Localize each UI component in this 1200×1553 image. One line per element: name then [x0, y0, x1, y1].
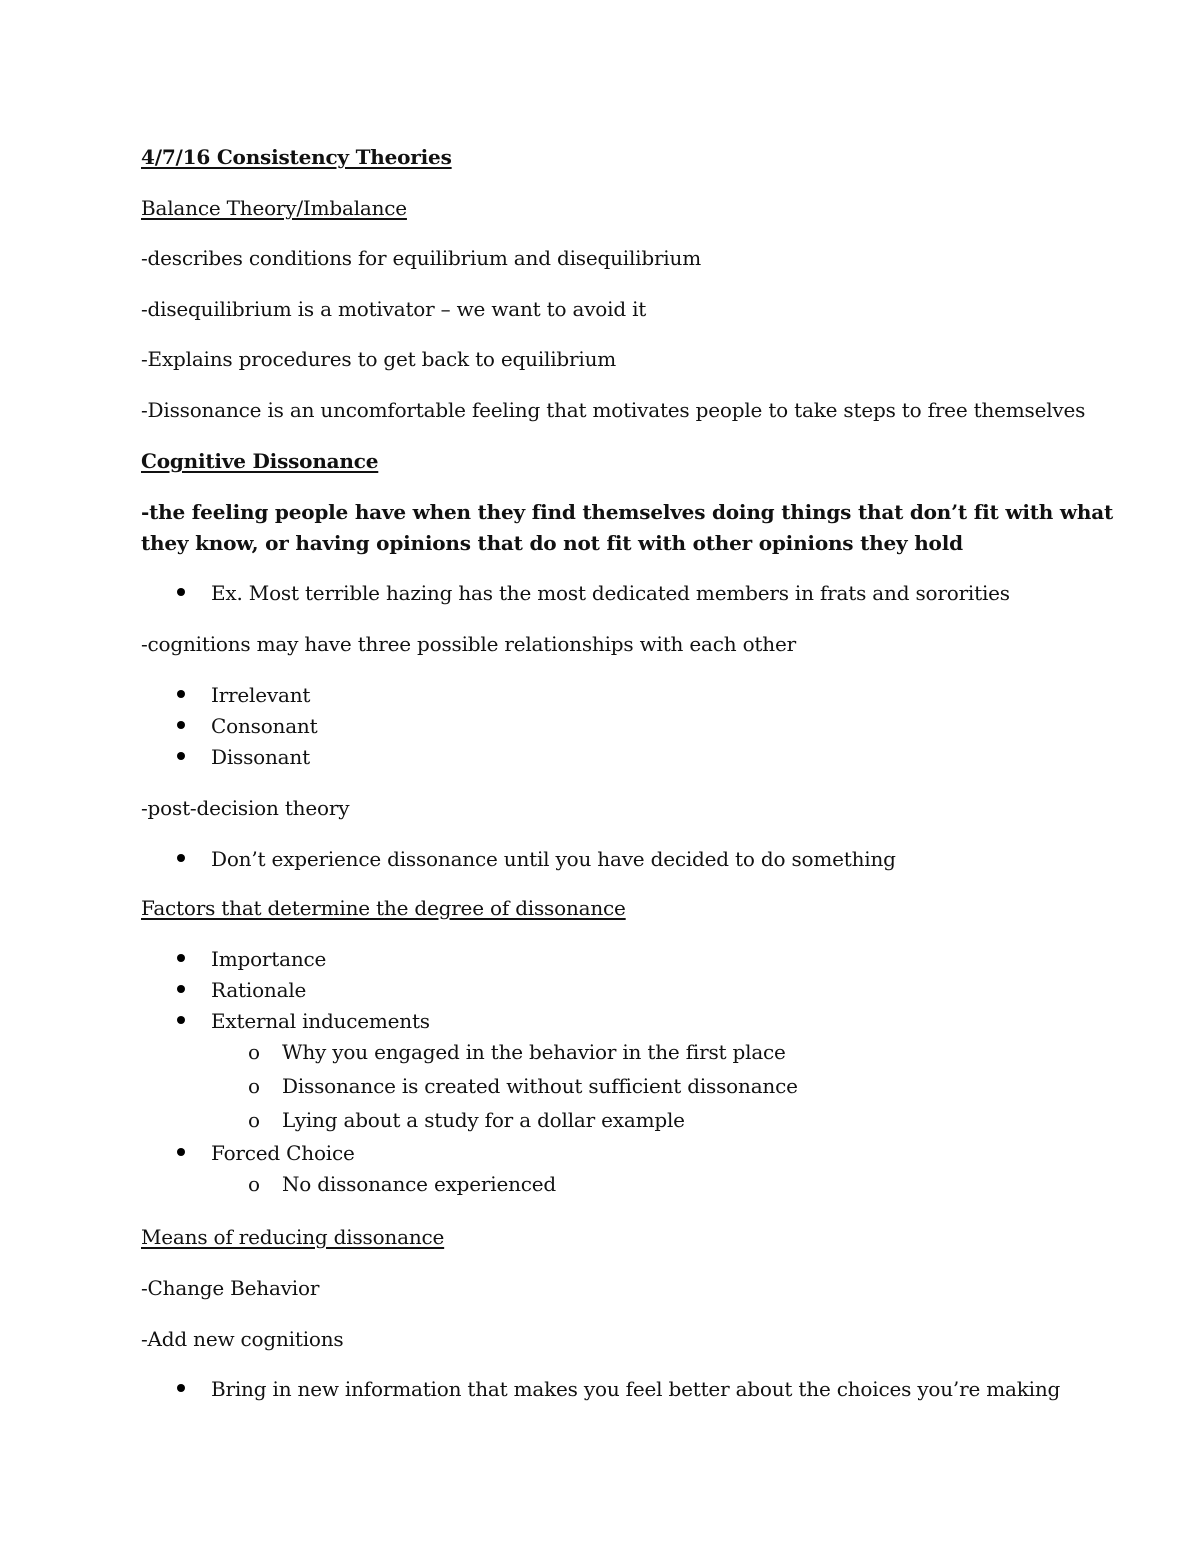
post-decision-theory: -post-decision theory	[141, 796, 350, 820]
bullet-icon	[177, 854, 185, 862]
balance-theory-heading: Balance Theory/Imbalance	[141, 196, 407, 220]
list-item: Irrelevant	[211, 683, 311, 707]
sub-list-item: Lying about a study for a dollar example	[282, 1108, 685, 1132]
bullet-icon	[177, 985, 185, 993]
list-item: Consonant	[211, 714, 318, 738]
list-item: Bring in new information that makes you feel better about the choices you’re making	[211, 1377, 1061, 1401]
bullet-icon	[177, 1016, 185, 1024]
reducing-point: -Change Behavior	[141, 1276, 320, 1300]
sub-bullet-icon: o	[248, 1172, 261, 1196]
sub-bullet-icon: o	[248, 1074, 261, 1098]
sub-list-item: Dissonance is created without sufficient dissonance	[282, 1074, 798, 1098]
definition-line: -the feeling people have when they find themselves doing things that don’t fit with what	[141, 500, 1114, 524]
factors-heading: Factors that determine the degree of dissonance	[141, 896, 626, 920]
balance-point: -describes conditions for equilibrium and disequilibrium	[141, 246, 701, 270]
list-item: Don’t experience dissonance until you have decided to do something	[211, 847, 896, 871]
bullet-icon	[177, 690, 185, 698]
bullet-icon	[177, 721, 185, 729]
example-item: Ex. Most terrible hazing has the most dedicated members in frats and sororities	[211, 581, 1010, 605]
page-title: 4/7/16 Consistency Theories	[141, 145, 452, 169]
bullet-icon	[177, 588, 185, 596]
sub-list-item: Why you engaged in the behavior in the first place	[282, 1040, 786, 1064]
sub-bullet-icon: o	[248, 1040, 261, 1064]
bullet-icon	[177, 954, 185, 962]
balance-point: -Dissonance is an uncomfortable feeling that motivates people to take steps to free themselves	[141, 398, 1086, 422]
reducing-dissonance-heading: Means of reducing dissonance	[141, 1225, 445, 1249]
list-item: Dissonant	[211, 745, 310, 769]
bullet-icon	[177, 1148, 185, 1156]
sub-bullet-icon: o	[248, 1108, 261, 1132]
list-item: Rationale	[211, 978, 307, 1002]
definition-line: they know, or having opinions that do not fit with other opinions they hold	[141, 531, 963, 555]
list-item: Importance	[211, 947, 327, 971]
relationships-intro: -cognitions may have three possible relationships with each other	[141, 632, 796, 656]
sub-list-item: No dissonance experienced	[282, 1172, 557, 1196]
balance-point: -disequilibrium is a motivator – we want to avoid it	[141, 297, 647, 321]
list-item: External inducements	[211, 1009, 430, 1033]
cognitive-dissonance-heading: Cognitive Dissonance	[141, 449, 379, 473]
bullet-icon	[177, 1384, 185, 1392]
list-item: Forced Choice	[211, 1141, 355, 1165]
reducing-point: -Add new cognitions	[141, 1327, 344, 1351]
balance-point: -Explains procedures to get back to equilibrium	[141, 347, 617, 371]
bullet-icon	[177, 752, 185, 760]
